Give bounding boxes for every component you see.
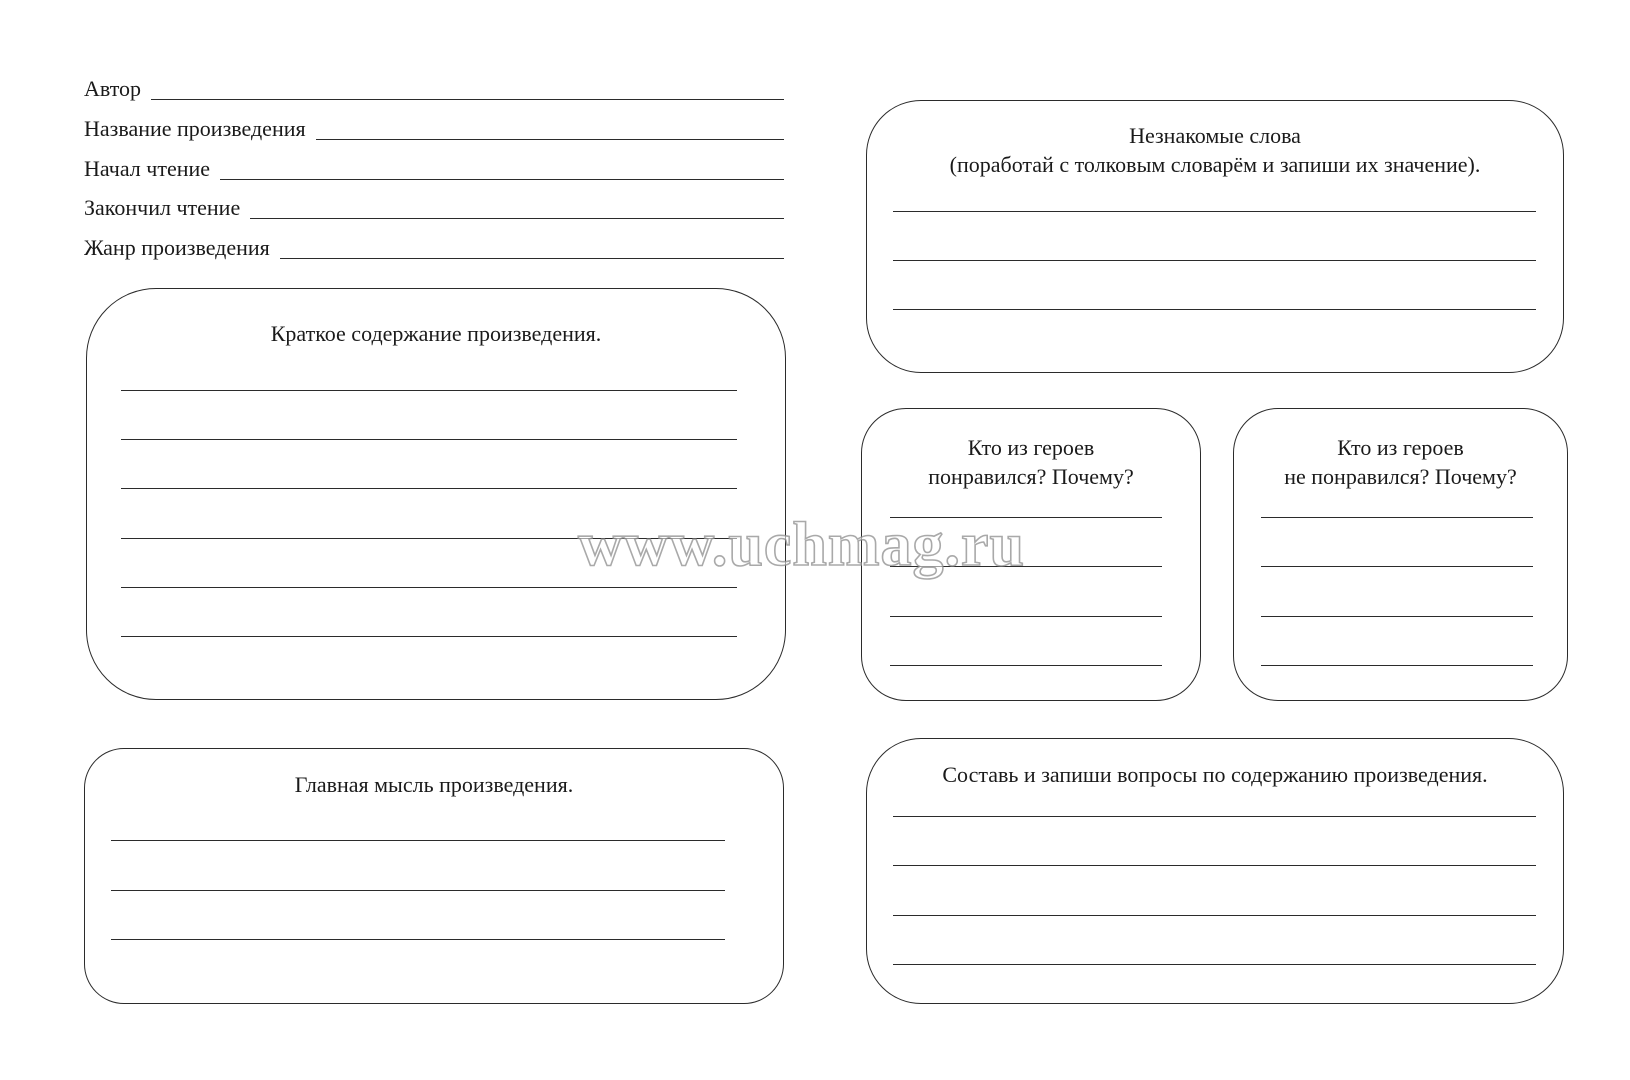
work-title-line[interactable] <box>316 139 784 140</box>
summary-write-line[interactable] <box>121 439 737 440</box>
author-field[interactable] <box>84 70 784 100</box>
watermark: www.uchmag.ru <box>578 511 1026 579</box>
summary-title: Краткое содержание произведения. <box>270 321 602 346</box>
liked-hero-title <box>862 433 1200 491</box>
disliked-hero-title-line2: не понравился? Почему? <box>1284 464 1517 489</box>
summary-box <box>86 288 786 700</box>
genre-field[interactable] <box>84 229 784 259</box>
disliked-hero-box <box>1233 408 1568 701</box>
summary-write-line[interactable] <box>121 636 737 637</box>
author-label: Автор <box>84 76 142 101</box>
liked-hero-title-line2: понравился? Почему? <box>928 464 1134 489</box>
liked-hero-write-line[interactable] <box>890 665 1162 666</box>
main-idea-write-line[interactable] <box>111 939 725 940</box>
summary-write-line[interactable] <box>121 587 737 588</box>
unknown-words-write-line[interactable] <box>893 309 1536 310</box>
author-line[interactable] <box>151 99 784 100</box>
liked-hero-write-line[interactable] <box>890 616 1162 617</box>
start-reading-label: Начал чтение <box>84 156 211 181</box>
questions-write-line[interactable] <box>893 964 1536 965</box>
finish-reading-field[interactable] <box>84 189 784 219</box>
disliked-hero-write-line[interactable] <box>1261 616 1533 617</box>
main-idea-title: Главная мысль произведения. <box>294 772 574 797</box>
finish-reading-line[interactable] <box>250 218 784 219</box>
finish-reading-label: Закончил чтение <box>84 195 241 220</box>
disliked-hero-title <box>1234 433 1567 491</box>
questions-write-line[interactable] <box>893 865 1536 866</box>
unknown-words-title-line2: (поработай с толковым словарём и запиши их значение). <box>949 152 1481 177</box>
disliked-hero-write-line[interactable] <box>1261 517 1533 518</box>
questions-title: Составь и запиши вопросы по содержанию произведения. <box>942 762 1488 787</box>
summary-write-line[interactable] <box>121 488 737 489</box>
genre-line[interactable] <box>280 258 784 259</box>
unknown-words-write-line[interactable] <box>893 260 1536 261</box>
disliked-hero-title-line1: Кто из героев <box>1337 435 1464 460</box>
liked-hero-box <box>861 408 1201 701</box>
genre-label: Жанр произведения <box>84 235 270 260</box>
unknown-words-title <box>867 121 1563 179</box>
questions-box <box>866 738 1564 1004</box>
liked-hero-write-line[interactable] <box>890 566 1162 567</box>
questions-write-line[interactable] <box>893 915 1536 916</box>
unknown-words-title-line1: Незнакомые слова <box>1129 123 1301 148</box>
start-reading-field[interactable] <box>84 150 784 180</box>
work-title-label: Название произведения <box>84 116 306 141</box>
work-title-field[interactable] <box>84 110 784 140</box>
main-idea-write-line[interactable] <box>111 890 725 891</box>
main-idea-box <box>84 748 784 1004</box>
questions-write-line[interactable] <box>893 816 1536 817</box>
unknown-words-write-line[interactable] <box>893 211 1536 212</box>
unknown-words-box <box>866 100 1564 373</box>
summary-write-line[interactable] <box>121 390 737 391</box>
disliked-hero-write-line[interactable] <box>1261 665 1533 666</box>
start-reading-line[interactable] <box>220 179 784 180</box>
disliked-hero-write-line[interactable] <box>1261 566 1533 567</box>
summary-write-line[interactable] <box>121 538 737 539</box>
liked-hero-title-line1: Кто из героев <box>967 435 1095 460</box>
liked-hero-write-line[interactable] <box>890 517 1162 518</box>
main-idea-write-line[interactable] <box>111 840 725 841</box>
